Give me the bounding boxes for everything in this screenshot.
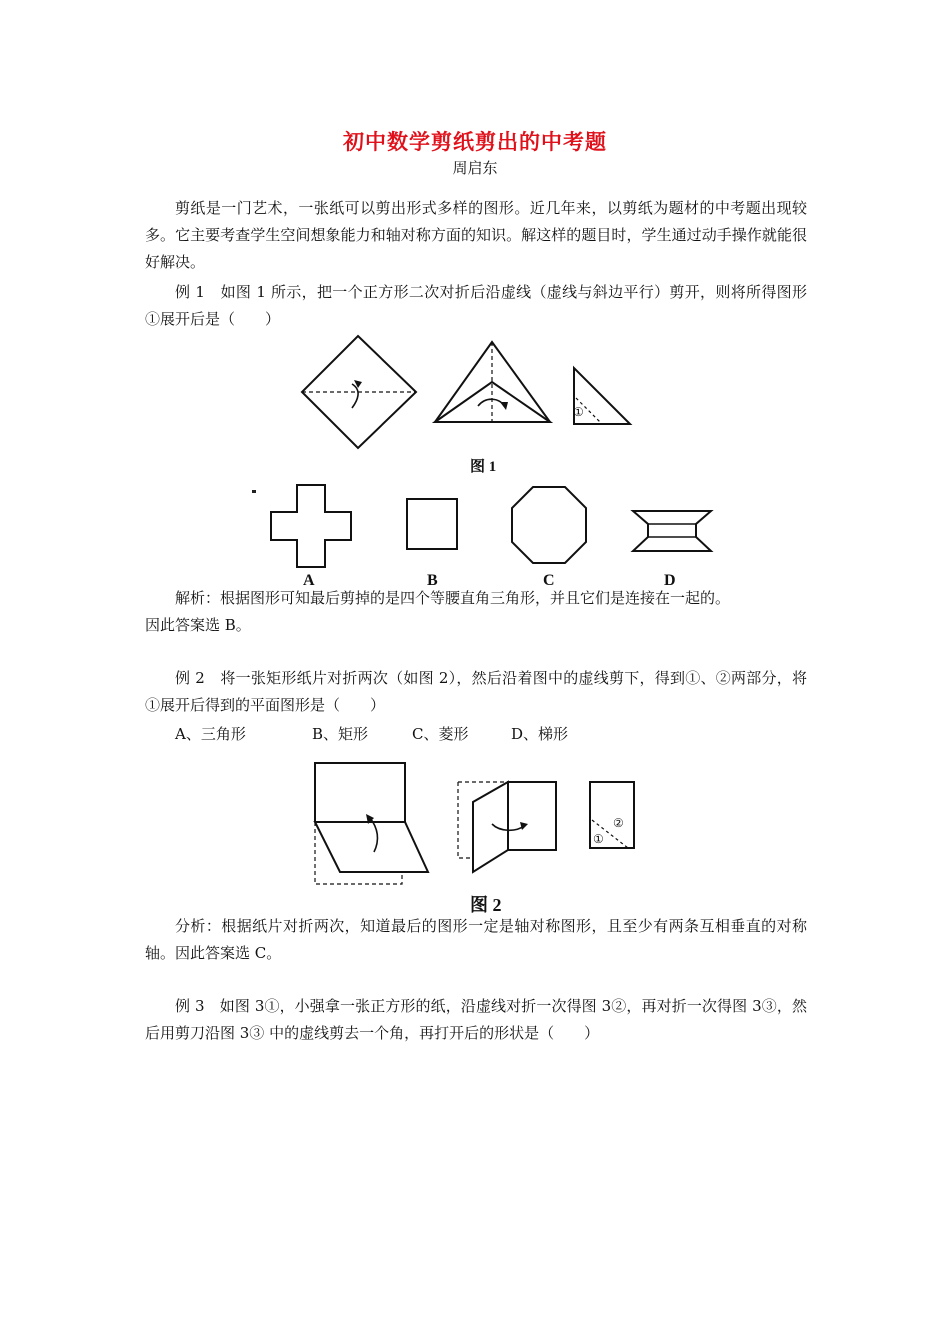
figure-2-caption: 图 2 [470,895,502,915]
option-c-octagon-shape [511,486,587,564]
author: 周启东 [452,159,498,177]
option-c-label: C [543,572,555,589]
figure-2-diagram [310,762,640,888]
figure-1-caption: 图 1 [470,459,497,475]
option-a-label: A [303,572,315,589]
option-2-c: C、菱形 [412,725,469,743]
dot-mark [252,490,256,493]
example-1-analysis-line2: 因此答案选 B。 [145,616,251,634]
option-d-label: D [664,572,676,589]
example-2-question: 例 2 将一张矩形纸片对折两次（如图 2），然后沿着图中的虚线剪下，得到①、②两部分，将①展开后得到的平面图形是（ ） [145,669,807,714]
figure-1-label-circle: ① [573,405,584,419]
fold-arrow-icon-3 [370,818,377,852]
option-d-bowtie-shape [632,510,712,552]
figure-2-label-1: ① [593,832,604,846]
option-2-d: D、梯形 [511,725,569,743]
page-title: 初中数学剪纸剪出的中考题 [343,129,607,154]
option-2-b: B、矩形 [312,725,369,743]
option-b-label: B [427,572,438,589]
example-1-question: 例 1 如图 1 所示，把一个正方形二次对折后沿虚线（虚线与斜边平行）剪开，则将所得图形①展开后是（ ） [145,283,807,328]
option-b-square-shape [406,498,458,550]
option-a-cross-shape [270,484,352,568]
example-2-analysis: 分析：根据纸片对折两次，知道最后的图形一定是轴对称图形，且至少有两条互相垂直的对称轴。因此答案选 C。 [145,917,807,962]
figure-2-label-2: ② [613,816,624,830]
example-1-analysis-line1: 解析：根据图形可知最后剪掉的是四个等腰直角三角形，并且它们是连接在一起的。 [175,589,731,607]
intro-paragraph: 剪纸是一门艺术，一张纸可以剪出形式多样的图形。近几年来，以剪纸为题材的中考题出现较多。它主要考查学生空间想象能力和轴对称方面的知识。解这样的题目时，学生通过动手操作就能很好解决。 [145,199,807,271]
figure-1-triangle-outline [300,338,650,448]
option-2-a: A、三角形 [175,725,246,743]
example-3-question: 例 3 如图 3①，小强拿一张正方形的纸，沿虚线对折一次得图 3②，再对折一次得图 3③，然后用剪刀沿图 3③ 中的虚线剪去一个角，再打开后的形状是（ ） [145,997,807,1042]
